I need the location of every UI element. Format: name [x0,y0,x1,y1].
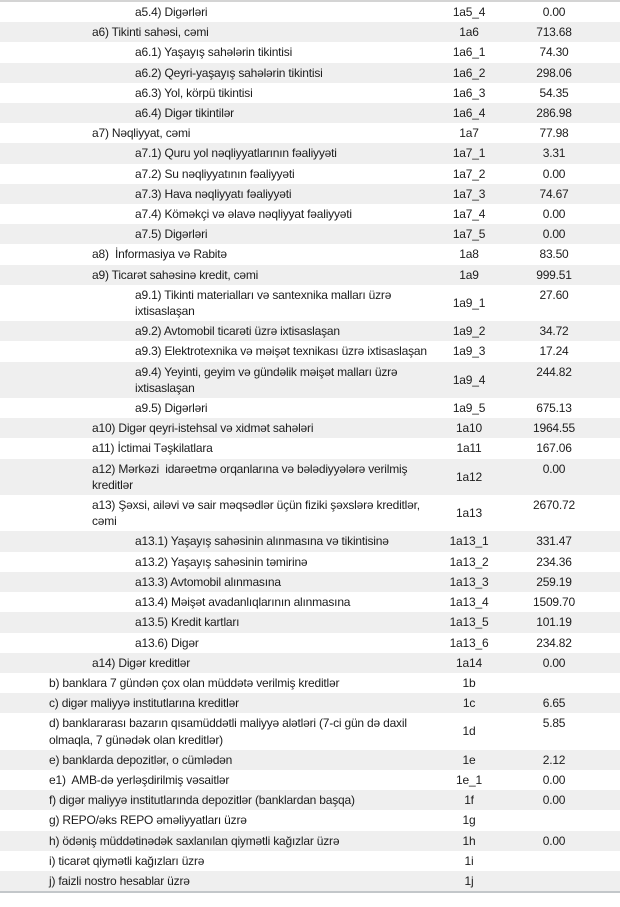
row-label: a13.6) Digər [135,635,199,650]
row-label: e1) AMB-də yerləşdirilmiş vəsaitlər [49,772,230,787]
row-code: 1a13_5 [449,615,489,630]
table-row [0,790,620,810]
row-label: a9.4) Yeyinti, geyim və gündəlik məişət malları üzrə ixtisaslaşan [135,364,401,395]
row-code: 1a5_4 [452,5,486,19]
row-code: 1a6_3 [452,85,486,100]
row-label: b) banklara 7 gündən çox olan müddətə verilmiş kreditlər [49,675,340,690]
row-value: 0.00 [542,227,566,242]
row-value [498,673,620,693]
row-value: 1964.55 [533,421,575,436]
row-label: i) ticarət qiymətli kağızları üzrə [49,853,205,868]
table-row [0,851,620,871]
row-label: a8) İnformasiya və Rabitə [92,247,227,262]
row-code: 1f [464,793,474,808]
table-row [0,713,620,749]
row-label: a9.3) Elektrotexnika və məişət texnikası üzrə ixtisaslaşan [135,344,427,359]
row-label: a9) Ticarət sahəsinə kredit, cəmi [92,267,259,282]
table-row [0,224,620,244]
row-value: 74.30 [539,45,569,60]
row-value: 74.67 [539,186,569,201]
row-value: 2.12 [542,752,566,767]
table-row [0,244,620,264]
row-value: 999.51 [536,267,572,282]
row-value [498,810,620,830]
row-value: 167.06 [536,441,572,456]
row-value: 0.00 [542,772,566,787]
table-row [0,418,620,438]
row-label: a6.2) Qeyri-yaşayış sahələrin tikintisi [135,65,323,80]
table-row [0,285,620,321]
table-row [0,871,620,891]
table-row [0,398,620,418]
table-row [0,750,620,770]
row-label: a7.3) Hava nəqliyyatı fəaliyyəti [135,186,292,201]
table-row [0,103,620,123]
row-code: 1a9_3 [452,344,486,359]
row-value: 34.72 [539,324,569,339]
row-value: 5.85 [542,716,566,731]
row-code: 1h [462,833,476,848]
row-code: 1a7_1 [452,146,486,161]
row-code: 1a9_1 [452,295,486,310]
row-label: a13.5) Kredit kartları [135,615,240,630]
row-code: 1a10 [456,421,482,436]
table-row [0,693,620,713]
row-value: 331.47 [536,534,572,549]
row-label: a13.1) Yaşayış sahəsinin alınmasına və tikintisinə [135,534,389,549]
row-value [498,871,620,891]
row-value: 259.19 [536,574,572,589]
row-label: a13.4) Məişət avadanlıqlarının alınmasına [135,595,351,610]
table-row [0,495,620,531]
row-label: a5.4) Digərləri [135,5,208,19]
row-value: 0.00 [542,166,566,181]
row-label: a9.1) Tikinti materialları və santexnika malları üzrə ixtisaslaşan [135,287,395,319]
row-value: 3.31 [542,146,566,161]
row-label: g) REPO/əks REPO əməliyyatları üzrə [49,813,247,828]
row-label: a13.3) Avtomobil alınmasına [135,574,281,589]
row-code: 1d [462,724,476,739]
row-label: a7.1) Quru yol nəqliyyatlarının fəaliyyəti [135,146,337,161]
table-row [0,653,620,673]
row-code: 1a13_1 [449,534,489,549]
table-row [0,362,620,398]
row-value: 0.00 [542,461,566,476]
row-label: a11) İctimai Təşkilatlara [92,441,213,456]
row-value: 0.00 [542,793,566,808]
row-value: 1509.70 [533,595,575,610]
row-value: 0.00 [542,5,566,19]
table-row [0,2,620,22]
row-label: a7.5) Digərləri [135,227,208,242]
table-row [0,204,620,224]
table-row [0,673,620,693]
row-value: 27.60 [539,287,569,302]
row-label: a6.4) Digər tikintilər [135,106,234,121]
row-label: a6.1) Yaşayış sahələrin tikintisi [135,45,293,60]
row-label: a9.2) Avtomobil ticarəti üzrə ixtisaslaşan [135,324,340,339]
row-label: a13.2) Yaşayış sahəsinin təmirinə [135,554,308,569]
row-code: 1i [464,853,474,868]
row-label: d) banklararası bazarın qısamüddətli maliyyə alətləri (7-ci gün də daxil olmaqla, 7 günədək olan kreditlər) [49,716,410,747]
table-row [0,164,620,184]
row-value: 6.65 [542,696,566,711]
row-value: 0.00 [542,655,566,670]
row-value: 54.35 [539,85,569,100]
table-row [0,321,620,341]
table-row [0,770,620,790]
row-value: 286.98 [536,106,572,121]
table-row [0,83,620,103]
table-row [0,810,620,830]
row-value: 17.24 [539,344,569,359]
row-label: j) faizli nostro hesablar üzrə [49,873,190,888]
row-code: 1b [462,675,476,690]
row-label: a7.4) Köməkçi və əlavə nəqliyyat fəaliyyəti [135,207,352,222]
row-value: 244.82 [536,364,572,379]
row-code: 1a6_1 [452,45,486,60]
row-code: 1e_1 [456,772,482,787]
row-code: 1j [464,873,474,888]
table-row [0,592,620,612]
row-label: a12) Mərkəzi idarəetmə orqanlarına və bələdiyyələrə verilmiş kreditlər [92,461,411,492]
row-code: 1a7_2 [452,166,486,181]
row-code: 1a7_4 [452,207,486,222]
table-row [0,831,620,851]
table-row [0,459,620,495]
table-row [0,341,620,361]
row-code: 1a13_2 [449,554,489,569]
table-row [0,612,620,632]
row-label: f) digər maliyyə institutlarında depozitlər (banklardan başqa) [49,793,355,808]
table-row [0,552,620,572]
row-code: 1a6_4 [452,106,486,121]
row-value: 77.98 [539,126,569,141]
table-row [0,438,620,458]
row-code: 1a13_3 [449,574,489,589]
row-code: 1a13 [456,506,482,521]
row-value: 83.50 [539,247,569,262]
row-value [498,851,620,871]
row-code: 1a12 [456,469,482,484]
row-label: a7.2) Su nəqliyyatının fəaliyyəti [135,166,295,181]
table-row [0,22,620,42]
row-value: 101.19 [536,615,572,630]
row-code: 1a7_3 [452,186,486,201]
table-row [0,143,620,163]
row-code: 1a8 [459,247,479,262]
row-code: 1a9_2 [452,324,486,339]
row-code: 1a9 [459,267,479,282]
row-code: 1a7 [459,126,479,141]
row-label: a6.3) Yol, körpü tikintisi [135,85,253,100]
row-code: 1a11 [456,441,482,456]
row-code: 1a9_5 [452,401,486,416]
row-code: 1g [462,813,476,828]
table-row [0,123,620,143]
row-value: 234.36 [536,554,572,569]
row-code: 1a7_5 [452,227,486,242]
row-code: 1a9_4 [452,372,486,387]
row-label: a6) Tikinti sahəsi, cəmi [92,25,209,40]
row-label: h) ödəniş müddətinədək saxlanılan qiymətli kağızlar üzrə [49,833,340,848]
row-label: e) banklarda depozitlər, o cümlədən [49,752,233,767]
row-label: a13) Şəxsi, ailəvi və sair məqsədlər üçün fiziki şəxslərə kreditlər, cəmi [92,498,424,529]
row-code: 1a6_2 [452,65,486,80]
table-row [0,572,620,592]
row-value: 2670.72 [533,498,575,513]
row-value: 713.68 [536,25,572,40]
row-code: 1e [462,752,476,767]
row-value: 234.82 [536,635,572,650]
row-value: 675.13 [536,401,572,416]
row-label: c) digər maliyyə institutlarına kreditlər [49,696,239,711]
row-code: 1a13_4 [449,595,489,610]
row-value: 298.06 [536,65,572,80]
row-code: 1a13_6 [449,635,489,650]
table-row [0,633,620,653]
row-label: a7) Nəqliyyat, cəmi [92,126,191,141]
row-code: 1a14 [456,655,482,670]
table-row [0,265,620,285]
row-value: 0.00 [542,833,566,848]
row-label: a10) Digər qeyri-istehsal və xidmət sahələri [92,421,314,436]
row-code: 1a6 [459,25,479,40]
row-value: 0.00 [542,207,566,222]
table-row [0,184,620,204]
table-row [0,531,620,551]
table-row [0,63,620,83]
table-row [0,42,620,62]
row-code: 1c [462,696,476,711]
row-label: a9.5) Digərləri [135,401,208,416]
row-label: a14) Digər kreditlər [92,655,191,670]
